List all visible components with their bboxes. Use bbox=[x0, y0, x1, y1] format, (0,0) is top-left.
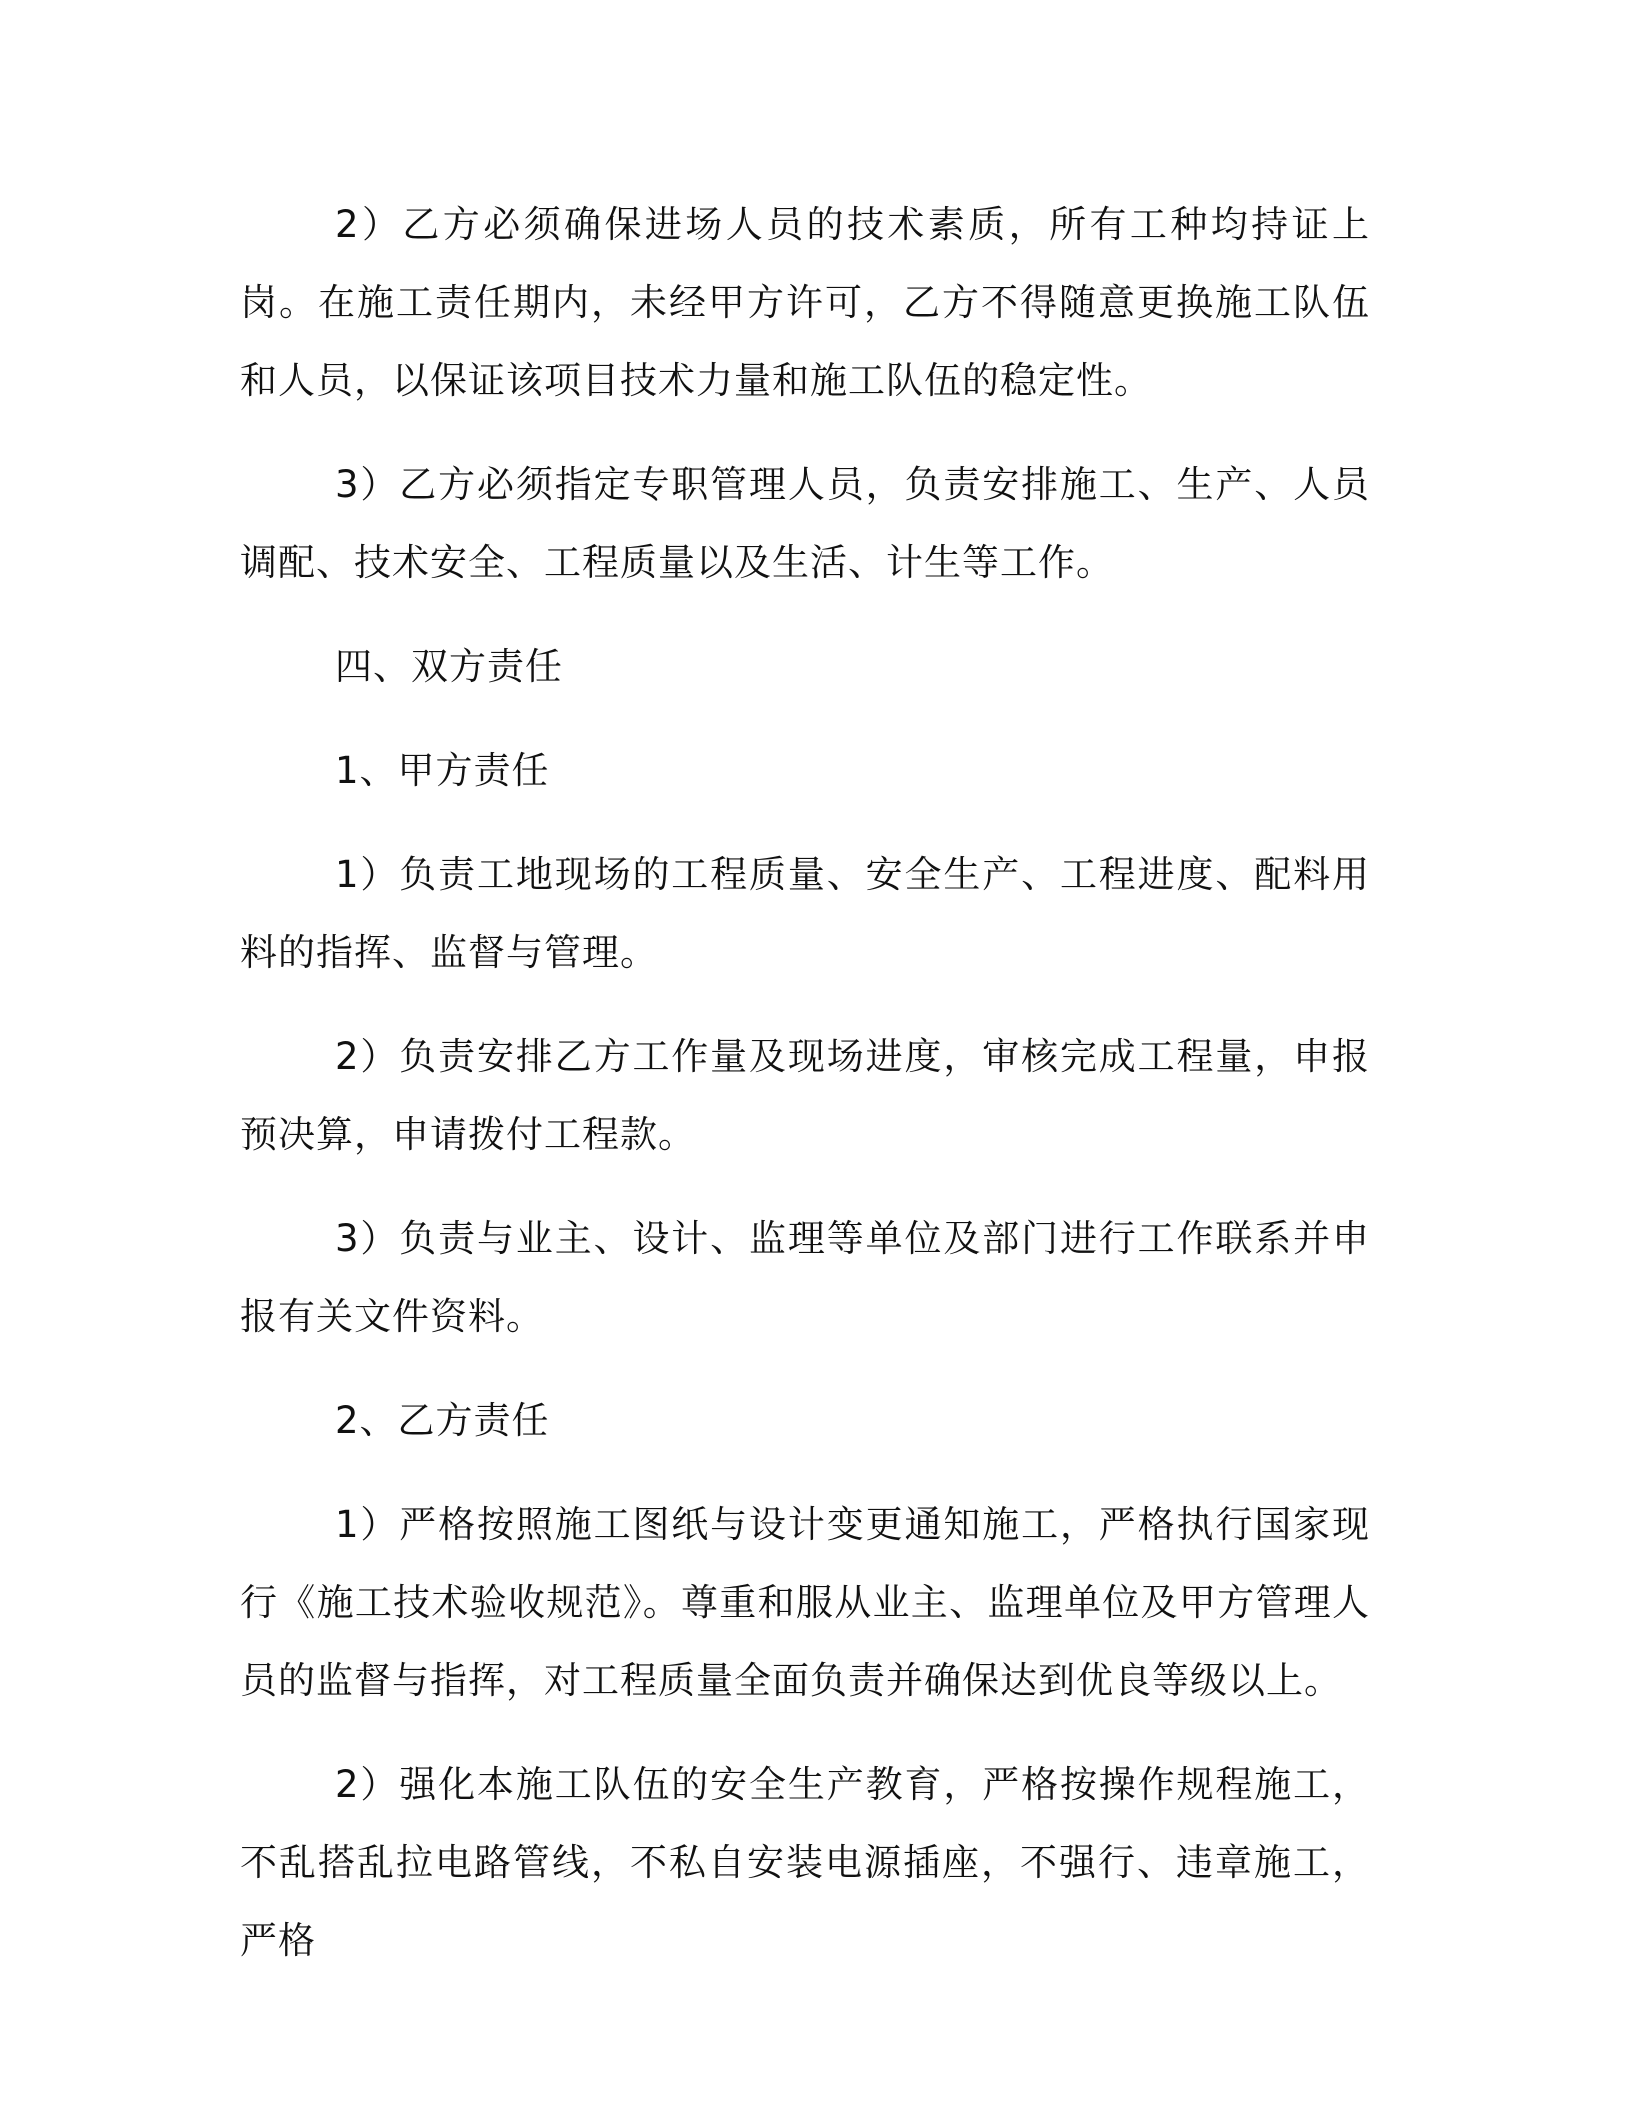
party-a-item-1: 1）负责工地现场的工程质量、安全生产、工程进度、配料用料的指挥、监督与管理。 bbox=[240, 853, 1370, 974]
party-a-item-2: 2）负责安排乙方工作量及现场进度，审核完成工程量，申报预决算，申请拨付工程款。 bbox=[240, 1035, 1370, 1156]
section-heading-mutual-responsibilities: 四、双方责任 bbox=[335, 645, 563, 688]
party-b-item-2: 2）强化本施工队伍的安全生产教育，严格按操作规程施工，不乱搭乱拉电路管线，不私自安装电源插座，不强行、违章施工，严格 bbox=[240, 1763, 1370, 1962]
party-a-item-3: 3）负责与业主、设计、监理等单位及部门进行工作联系并申报有关文件资料。 bbox=[240, 1217, 1370, 1338]
subheading-party-b-responsibilities: 2、乙方责任 bbox=[335, 1399, 550, 1442]
subheading-party-a-responsibilities: 1、甲方责任 bbox=[335, 749, 550, 792]
paragraph-2-personnel-quality: 2）乙方必须确保进场人员的技术素质，所有工种均持证上岗。在施工责任期内，未经甲方许可，乙方不得随意更换施工队伍和人员，以保证该项目技术力量和施工队伍的稳定性。 bbox=[240, 203, 1370, 402]
document-body bbox=[240, 186, 1370, 2006]
paragraph-3-management-staff: 3）乙方必须指定专职管理人员，负责安排施工、生产、人员调配、技术安全、工程质量以及生活、计生等工作。 bbox=[240, 463, 1370, 584]
party-b-item-1: 1）严格按照施工图纸与设计变更通知施工，严格执行国家现行《施工技术验收规范》。尊重和服从业主、监理单位及甲方管理人员的监督与指挥，对工程质量全面负责并确保达到优良等级以上。 bbox=[240, 1503, 1370, 1702]
